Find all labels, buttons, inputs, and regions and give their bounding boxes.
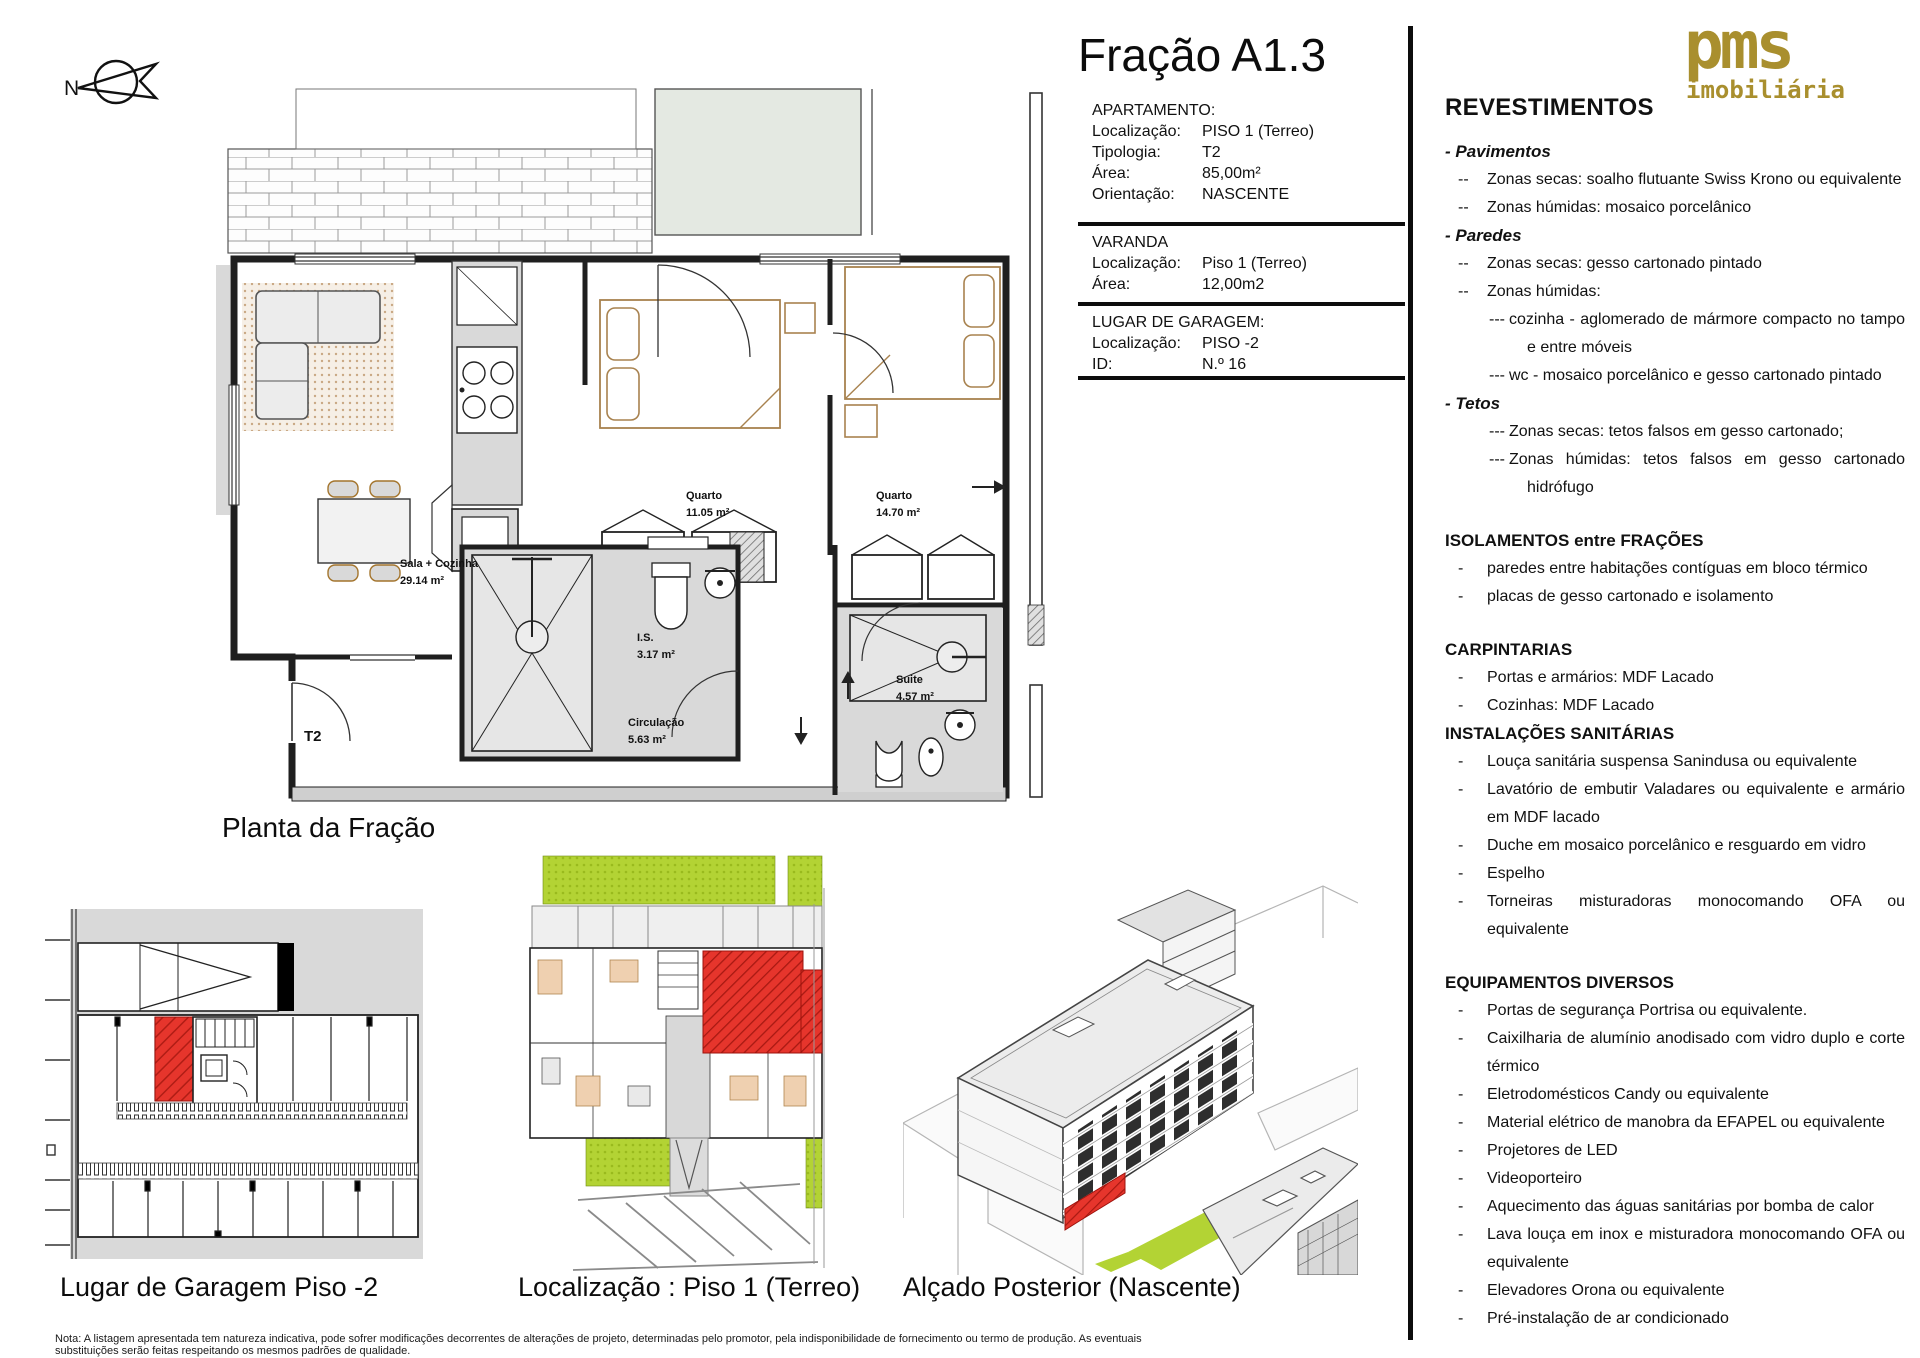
spec-group-title: ISOLAMENTOS entre FRAÇÕES [1445, 531, 1704, 550]
elevation-3d [903, 878, 1358, 1275]
info-row: Localização: Piso 1 (Terreo) [1092, 255, 1307, 272]
room-label-quarto2: Quarto [876, 490, 913, 502]
spec-item [1445, 194, 1907, 222]
spec-item [1445, 1109, 1907, 1137]
spec-bullet: --- [1489, 451, 1505, 468]
spec-item [1445, 1081, 1907, 1109]
spec-bullet: - [1458, 588, 1464, 605]
bathroom-is [462, 537, 738, 759]
spec-bullet: -- [1458, 255, 1469, 272]
spec-item [1445, 692, 1907, 720]
room-label-sala: Sala + Cozinha [400, 558, 478, 570]
room-area-quarto1: 11.05 m² [686, 507, 730, 519]
garage-caption: Lugar de Garagem Piso -2 [60, 1272, 379, 1302]
room-area-is: 3.17 m² [637, 649, 675, 661]
spec-text-continuation: equivalente [1487, 921, 1569, 938]
sofa [242, 283, 394, 431]
spec-text: Espelho [1487, 865, 1545, 882]
spec-text: Projetores de LED [1487, 1142, 1618, 1159]
spec-item [1445, 555, 1907, 583]
spec-item [1445, 888, 1907, 916]
spec-bullet: -- [1458, 171, 1469, 188]
spec-text: Cozinhas: MDF Lacado [1487, 697, 1655, 714]
floor-plan [200, 85, 1055, 815]
spec-bullet: - [1458, 560, 1464, 577]
spec-text: Elevadores Orona ou equivalente [1487, 1282, 1725, 1299]
spec-group-title: - Pavimentos [1445, 142, 1551, 161]
apartment-info [1092, 100, 1314, 205]
room-label-circulacao: Circulação [628, 717, 685, 729]
spec-item [1445, 250, 1907, 278]
varanda-heading: VARANDA [1092, 234, 1169, 251]
room-label-quarto1: Quarto [686, 490, 723, 502]
varanda-wall [1030, 93, 1042, 645]
spec-text: Videoporteiro [1487, 1170, 1582, 1187]
spec-item [1445, 1221, 1907, 1249]
spec-group-title: INSTALAÇÕES SANITÁRIAS [1445, 724, 1675, 743]
spec-group [1445, 138, 1907, 222]
elevation-caption: Alçado Posterior (Nascente) [903, 1272, 1241, 1302]
spec-group [1445, 720, 1907, 944]
floor-plan-caption: Planta da Fração [222, 812, 436, 843]
spec-bullet: --- [1489, 311, 1505, 328]
spec-bullet: - [1458, 1114, 1464, 1131]
pms-wordmark: pms [1684, 7, 1792, 84]
divider-rule [1078, 376, 1405, 380]
spec-text: Torneiras misturadoras monocomando OFA ou [1487, 893, 1905, 910]
garage-info [1092, 312, 1264, 375]
spec-text: wc - mosaico porcelânico e gesso cartonado pintado [1509, 367, 1882, 384]
vertical-divider [1408, 26, 1413, 1340]
spec-text: Zonas húmidas: [1487, 283, 1601, 300]
footnote: Nota: A listagem apresentada tem natureza indicativa, pode sofrer modificações decorrentes de alterações de projeto, determinadas pelo promotor, pela indisponibilidade de fornecimento ou termo de produção. As eventuais substituições serão feitas respeitando os mesmos padrões de qualidade. [55, 1333, 1142, 1357]
spec-bullet: - [1458, 1198, 1464, 1215]
spec-group-title: CARPINTARIAS [1445, 640, 1573, 659]
spec-text: Aquecimento das águas sanitárias por bomba de calor [1487, 1198, 1874, 1215]
spec-text: Portas de segurança Portrisa ou equivalente. [1487, 1002, 1808, 1019]
divider-rule [1078, 302, 1405, 306]
patio-tiles [228, 149, 652, 253]
spec-item [1445, 776, 1907, 804]
spec-text: Zonas húmidas: mosaico porcelânico [1487, 199, 1752, 216]
spec-text: placas de gesso cartonado e isolamento [1487, 588, 1774, 605]
spec-group [1445, 222, 1907, 390]
spec-text: Zonas secas: tetos falsos em gesso cartonado; [1509, 423, 1844, 440]
divider-rule [1078, 222, 1405, 226]
spec-group-title: - Paredes [1445, 226, 1522, 245]
grid-ticks [45, 940, 70, 1245]
spec-item [1445, 1165, 1907, 1193]
spec-group-title: - Tetos [1445, 394, 1501, 413]
info-row: ID: N.º 16 [1092, 356, 1247, 373]
spec-text-continuation: equivalente [1487, 1254, 1569, 1271]
spec-bullet: - [1458, 1002, 1464, 1019]
spec-text-continuation: em MDF lacado [1487, 809, 1600, 826]
spec-item [1445, 664, 1907, 692]
room-label-is: I.S. [637, 632, 654, 644]
spec-bullet: -- [1458, 283, 1469, 300]
spec-item [1445, 832, 1907, 860]
location-plan [518, 848, 828, 1275]
spec-item [1445, 306, 1907, 334]
spec-bullet: - [1458, 893, 1464, 910]
upper-units-band [532, 906, 822, 948]
room-area-sala: 29.14 m² [400, 575, 445, 587]
location-caption: Localização : Piso 1 (Terreo) [518, 1272, 861, 1302]
spec-text: Zonas húmidas: tetos falsos em gesso cartonado [1509, 451, 1905, 468]
spec-item [1445, 997, 1907, 1025]
spec-item [1445, 1193, 1907, 1221]
walkway-strip [117, 1103, 407, 1119]
spec-item [1445, 362, 1907, 390]
stair-core [193, 1017, 257, 1105]
spec-bullet: -- [1458, 199, 1469, 216]
terrace [655, 89, 861, 235]
fraction-title: Fração A1.3 [1078, 29, 1327, 81]
spec-text: paredes entre habitações contíguas em bloco térmico [1487, 560, 1868, 577]
unit-type-label: T2 [304, 728, 322, 745]
spec-bullet: - [1458, 1310, 1464, 1327]
info-row: Orientação: NASCENTE [1092, 186, 1290, 203]
spec-group [1445, 636, 1907, 720]
spec-bullet: - [1458, 1282, 1464, 1299]
specs-column [1445, 94, 1907, 1333]
specs-groups [1445, 138, 1907, 1333]
room-area-suite: 4.57 m² [896, 691, 934, 703]
spec-bullet: - [1458, 1142, 1464, 1159]
spec-text: Lava louça em inox e misturadora monocomando OFA ou [1487, 1226, 1905, 1243]
garage-ramp [78, 943, 294, 1011]
north-compass-icon [58, 48, 168, 120]
spec-text: Zonas secas: gesso cartonado pintado [1487, 255, 1762, 272]
spec-item [1445, 166, 1907, 194]
entrance-walkway [670, 1138, 708, 1196]
spec-text: Portas e armários: MDF Lacado [1487, 669, 1714, 686]
varanda-info [1092, 232, 1307, 295]
spec-item [1445, 418, 1907, 446]
patio-upper [296, 89, 636, 149]
spec-item [1445, 1137, 1907, 1165]
room-label-suite: Suite [896, 674, 923, 686]
spec-item [1445, 583, 1907, 611]
spec-text: cozinha - aglomerado de mármore compacto no tampo [1509, 311, 1905, 328]
apartment-heading: APARTAMENTO: [1092, 102, 1216, 119]
info-row: Área: 12,00m2 [1092, 276, 1265, 293]
spec-text: Lavatório de embutir Valadares ou equivalente e armário [1487, 781, 1905, 798]
spec-text: Eletrodomésticos Candy ou equivalente [1487, 1086, 1769, 1103]
spec-group-title: EQUIPAMENTOS DIVERSOS [1445, 973, 1674, 992]
spec-item [1445, 1305, 1907, 1333]
info-row: Localização: PISO 1 (Terreo) [1092, 123, 1315, 140]
spec-bullet: - [1458, 837, 1464, 854]
spec-bullet: - [1458, 753, 1464, 770]
spec-text: Louça sanitária suspensa Sanindusa ou equivalente [1487, 753, 1858, 770]
spec-item [1445, 446, 1907, 474]
spec-bullet: - [1458, 781, 1464, 798]
spec-text: Caixilharia de alumínio anodisado com vidro duplo e corte [1487, 1030, 1905, 1047]
green-area [543, 856, 775, 904]
spec-bullet: - [1458, 1170, 1464, 1187]
brand-logo [1684, 7, 1884, 104]
spec-item [1445, 860, 1907, 888]
green-area [586, 1138, 671, 1186]
assigned-parking-spot [155, 1017, 193, 1101]
info-row: Área: 85,00m² [1092, 165, 1261, 182]
spec-bullet: - [1458, 1030, 1464, 1047]
room-area-quarto2: 14.70 m² [876, 507, 921, 519]
garage-heading: LUGAR DE GARAGEM: [1092, 314, 1265, 331]
spec-group [1445, 527, 1907, 611]
spec-item [1445, 1277, 1907, 1305]
spec-text: Pré-instalação de ar condicionado [1487, 1310, 1729, 1327]
compass-n-label: N [64, 77, 80, 100]
walkway-strip [78, 1163, 418, 1179]
spec-text: Zonas secas: soalho flutuante Swiss Krono ou equivalente [1487, 171, 1902, 188]
spec-text-continuation: e entre móveis [1527, 339, 1632, 356]
pms-subtitle: imobiliária [1686, 76, 1845, 104]
spec-bullet: - [1458, 1226, 1464, 1243]
spec-bullet: - [1458, 697, 1464, 714]
spec-item [1445, 278, 1907, 306]
specs-heading: REVESTIMENTOS [1445, 94, 1654, 121]
spec-item [1445, 1025, 1907, 1053]
spec-text-continuation: térmico [1487, 1058, 1540, 1075]
spec-bullet: - [1458, 865, 1464, 882]
spec-text: Duche em mosaico porcelânico e resguardo em vidro [1487, 837, 1866, 854]
info-row: Tipologia: T2 [1092, 144, 1221, 161]
spec-group [1445, 969, 1907, 1333]
garage-plan [45, 905, 425, 1267]
spec-bullet: - [1458, 1086, 1464, 1103]
info-row: Localização: PISO -2 [1092, 335, 1259, 352]
spec-bullet: --- [1489, 423, 1505, 440]
spec-item [1445, 748, 1907, 776]
room-area-circulacao: 5.63 m² [628, 734, 666, 746]
spec-group [1445, 390, 1907, 502]
spec-bullet: - [1458, 669, 1464, 686]
spec-bullet: --- [1489, 367, 1505, 384]
spec-text: Material elétrico de manobra da EFAPEL ou equivalente [1487, 1114, 1885, 1131]
spec-text-continuation: hidrófugo [1527, 479, 1594, 496]
